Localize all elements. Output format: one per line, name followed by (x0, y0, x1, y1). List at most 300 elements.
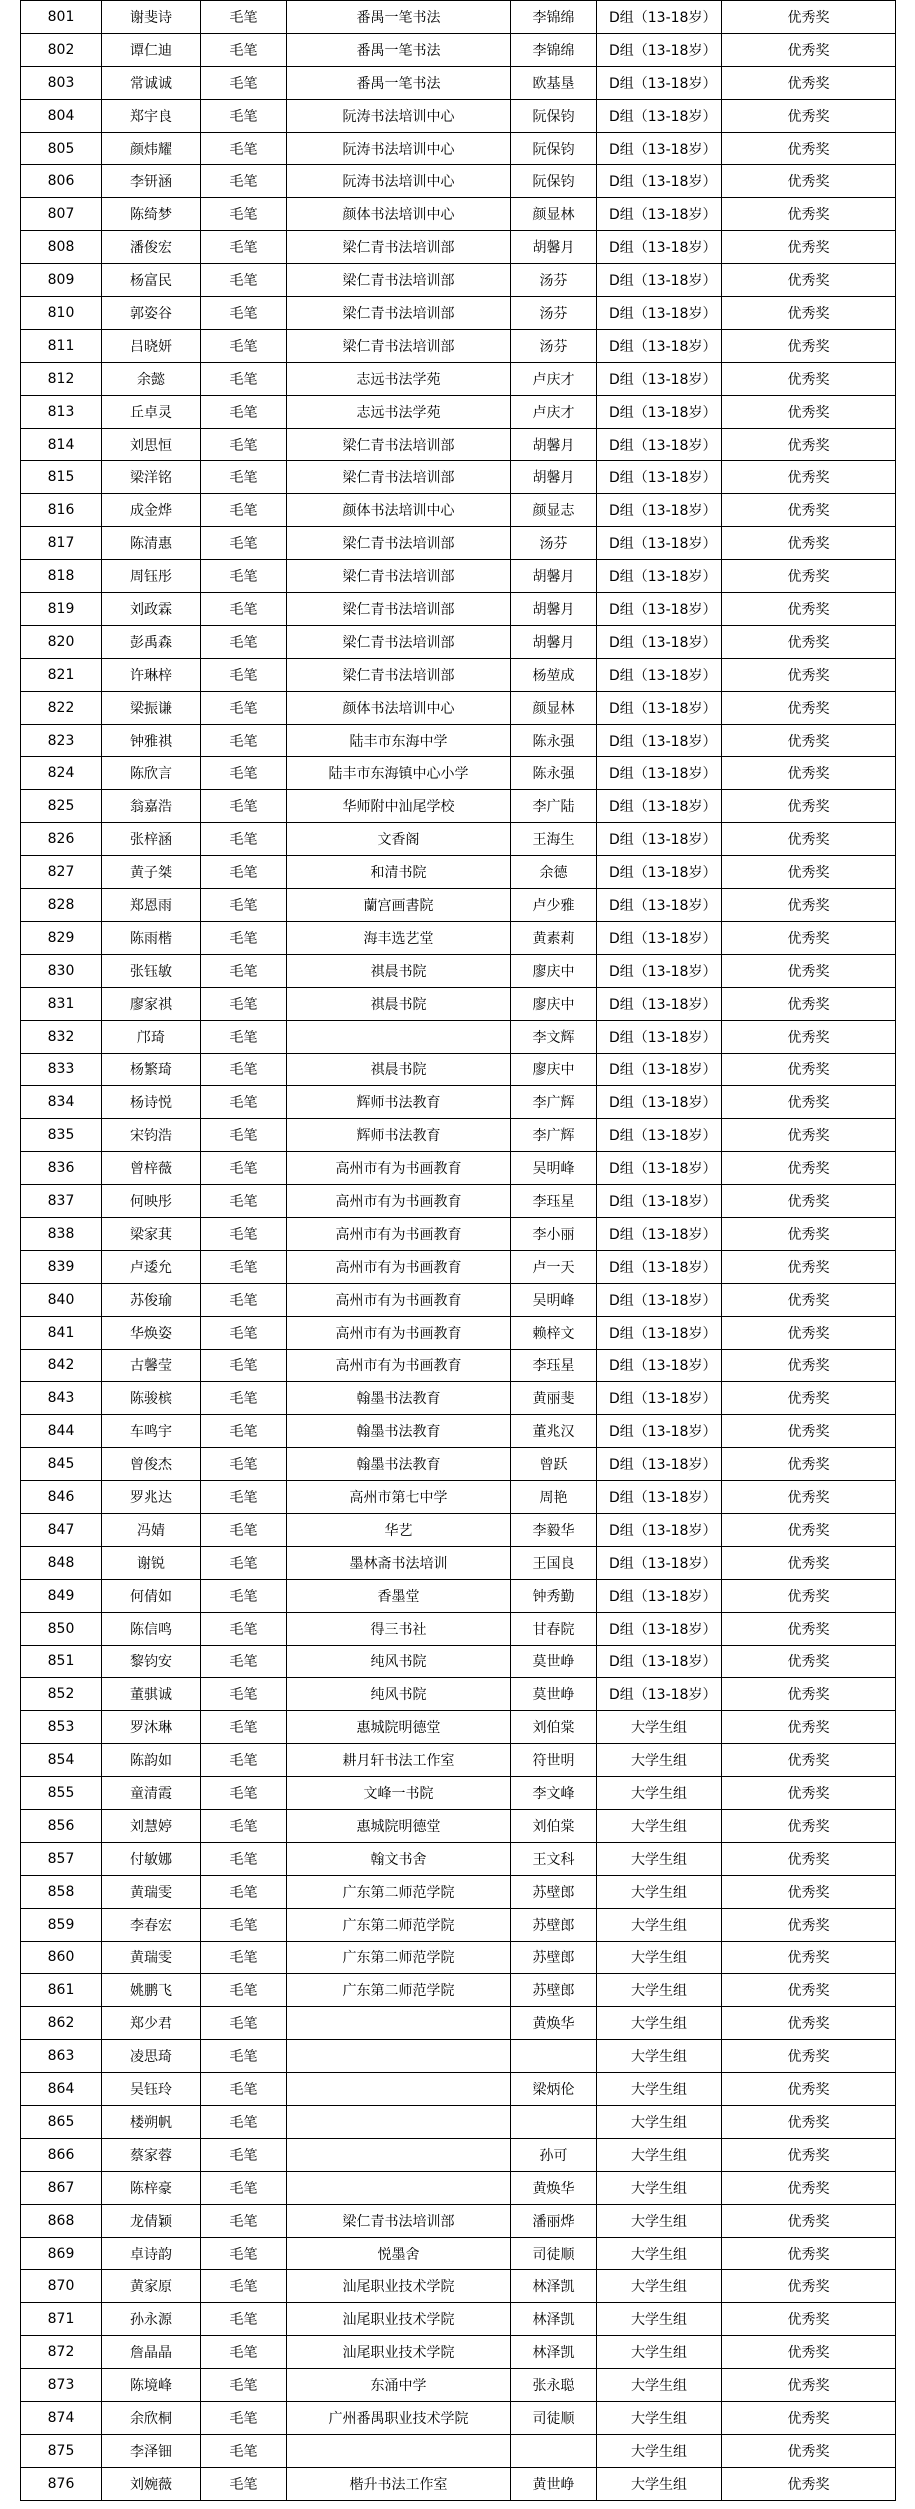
category-cell: 毛笔 (201, 1513, 287, 1546)
number-cell: 858 (21, 1875, 102, 1908)
category-cell: 毛笔 (201, 1, 287, 34)
institution-cell: 纯风书院 (287, 1645, 511, 1678)
number-cell: 855 (21, 1777, 102, 1810)
table-row (21, 2402, 896, 2435)
table-row (21, 2007, 896, 2040)
teacher-cell: 曾跃 (511, 1448, 597, 1481)
table-row (21, 2073, 896, 2106)
number-cell: 806 (21, 165, 102, 198)
table-row (21, 823, 896, 856)
group-cell: D组（13-18岁） (597, 66, 722, 99)
number-cell: 827 (21, 856, 102, 889)
teacher-cell: 王海生 (511, 823, 597, 856)
number-cell: 836 (21, 1152, 102, 1185)
name-cell: 陈清惠 (102, 527, 201, 560)
category-cell: 毛笔 (201, 2336, 287, 2369)
name-cell: 许琳梓 (102, 658, 201, 691)
name-cell: 杨诗悦 (102, 1086, 201, 1119)
institution-cell: 阮涛书法培训中心 (287, 165, 511, 198)
institution-cell: 梁仁青书法培训部 (287, 264, 511, 297)
category-cell: 毛笔 (201, 889, 287, 922)
award-cell: 优秀奖 (722, 165, 896, 198)
number-cell: 808 (21, 231, 102, 264)
award-cell: 优秀奖 (722, 1, 896, 34)
teacher-cell: 张永聪 (511, 2369, 597, 2402)
institution-cell: 辉师书法教育 (287, 1119, 511, 1152)
teacher-cell: 黄焕华 (511, 2007, 597, 2040)
table-row (21, 494, 896, 527)
institution-cell: 悦墨舍 (287, 2237, 511, 2270)
group-cell: 大学生组 (597, 1744, 722, 1777)
number-cell: 870 (21, 2270, 102, 2303)
teacher-cell: 李毅华 (511, 1513, 597, 1546)
category-cell: 毛笔 (201, 1448, 287, 1481)
name-cell: 孙永源 (102, 2303, 201, 2336)
teacher-cell: 胡馨月 (511, 625, 597, 658)
table-row (21, 2336, 896, 2369)
category-cell: 毛笔 (201, 395, 287, 428)
table-row (21, 1974, 896, 2007)
number-cell: 821 (21, 658, 102, 691)
institution-cell: 番禺一笔书法 (287, 66, 511, 99)
teacher-cell: 汤芬 (511, 264, 597, 297)
name-cell: 常诚诚 (102, 66, 201, 99)
group-cell: D组（13-18岁） (597, 1283, 722, 1316)
award-cell: 优秀奖 (722, 1744, 896, 1777)
number-cell: 807 (21, 198, 102, 231)
teacher-cell: 廖庆中 (511, 1053, 597, 1086)
number-cell: 846 (21, 1481, 102, 1514)
name-cell: 谢斐诗 (102, 1, 201, 34)
award-cell: 优秀奖 (722, 1612, 896, 1645)
group-cell: D组（13-18岁） (597, 428, 722, 461)
group-cell: 大学生组 (597, 2171, 722, 2204)
institution-cell: 阮涛书法培训中心 (287, 132, 511, 165)
category-cell: 毛笔 (201, 2369, 287, 2402)
group-cell: D组（13-18岁） (597, 724, 722, 757)
number-cell: 833 (21, 1053, 102, 1086)
name-cell: 刘政霖 (102, 593, 201, 626)
award-cell: 优秀奖 (722, 2336, 896, 2369)
name-cell: 罗沐琳 (102, 1711, 201, 1744)
award-cell: 优秀奖 (722, 1579, 896, 1612)
group-cell: D组（13-18岁） (597, 1645, 722, 1678)
award-cell: 优秀奖 (722, 2369, 896, 2402)
name-cell: 张梓涵 (102, 823, 201, 856)
teacher-cell: 吴明峰 (511, 1152, 597, 1185)
institution-cell: 文香阁 (287, 823, 511, 856)
number-cell: 869 (21, 2237, 102, 2270)
table-row (21, 1645, 896, 1678)
group-cell: 大学生组 (597, 2434, 722, 2467)
teacher-cell: 司徒顺 (511, 2237, 597, 2270)
institution-cell (287, 2073, 511, 2106)
institution-cell: 纯风书院 (287, 1678, 511, 1711)
name-cell: 龙倩颖 (102, 2204, 201, 2237)
name-cell: 郑宇良 (102, 99, 201, 132)
institution-cell (287, 2106, 511, 2139)
number-cell: 866 (21, 2138, 102, 2171)
name-cell: 张钰敏 (102, 954, 201, 987)
teacher-cell: 阮保钧 (511, 132, 597, 165)
group-cell: D组（13-18岁） (597, 1612, 722, 1645)
name-cell: 郑恩雨 (102, 889, 201, 922)
number-cell: 801 (21, 1, 102, 34)
group-cell: D组（13-18岁） (597, 1448, 722, 1481)
category-cell: 毛笔 (201, 724, 287, 757)
teacher-cell: 董兆汉 (511, 1415, 597, 1448)
number-cell: 842 (21, 1349, 102, 1382)
group-cell: D组（13-18岁） (597, 1382, 722, 1415)
number-cell: 820 (21, 625, 102, 658)
teacher-cell: 李文峰 (511, 1777, 597, 1810)
category-cell: 毛笔 (201, 165, 287, 198)
category-cell: 毛笔 (201, 1217, 287, 1250)
table-row (21, 1250, 896, 1283)
teacher-cell: 苏壁郎 (511, 1974, 597, 2007)
table-row (21, 1513, 896, 1546)
award-cell: 优秀奖 (722, 2073, 896, 2106)
table-row (21, 231, 896, 264)
category-cell: 毛笔 (201, 1875, 287, 1908)
name-cell: 钟雅祺 (102, 724, 201, 757)
category-cell: 毛笔 (201, 1152, 287, 1185)
table-row (21, 1842, 896, 1875)
name-cell: 颜炜耀 (102, 132, 201, 165)
group-cell: D组（13-18岁） (597, 1119, 722, 1152)
number-cell: 854 (21, 1744, 102, 1777)
teacher-cell: 李小丽 (511, 1217, 597, 1250)
group-cell: D组（13-18岁） (597, 264, 722, 297)
number-cell: 810 (21, 297, 102, 330)
teacher-cell: 胡馨月 (511, 461, 597, 494)
institution-cell (287, 1020, 511, 1053)
name-cell: 陈绮梦 (102, 198, 201, 231)
name-cell: 姚鹏飞 (102, 1974, 201, 2007)
group-cell: 大学生组 (597, 1974, 722, 2007)
table-row (21, 625, 896, 658)
teacher-cell: 杨堃成 (511, 658, 597, 691)
group-cell: 大学生组 (597, 2369, 722, 2402)
award-cell: 优秀奖 (722, 1711, 896, 1744)
teacher-cell: 林泽凯 (511, 2303, 597, 2336)
group-cell: D组（13-18岁） (597, 1678, 722, 1711)
institution-cell: 志远书法学苑 (287, 395, 511, 428)
institution-cell: 梁仁青书法培训部 (287, 428, 511, 461)
group-cell: D组（13-18岁） (597, 954, 722, 987)
table-row (21, 593, 896, 626)
group-cell: D组（13-18岁） (597, 297, 722, 330)
award-cell: 优秀奖 (722, 1283, 896, 1316)
table-row (21, 33, 896, 66)
name-cell: 吴钰玲 (102, 2073, 201, 2106)
name-cell: 谢锐 (102, 1546, 201, 1579)
group-cell: D组（13-18岁） (597, 1185, 722, 1218)
award-cell: 优秀奖 (722, 297, 896, 330)
table-row (21, 1086, 896, 1119)
category-cell: 毛笔 (201, 2171, 287, 2204)
name-cell: 罗兆达 (102, 1481, 201, 1514)
category-cell: 毛笔 (201, 494, 287, 527)
number-cell: 851 (21, 1645, 102, 1678)
group-cell: D组（13-18岁） (597, 1086, 722, 1119)
group-cell: D组（13-18岁） (597, 658, 722, 691)
institution-cell: 梁仁青书法培训部 (287, 231, 511, 264)
name-cell: 曾梓薇 (102, 1152, 201, 1185)
award-cell: 优秀奖 (722, 1513, 896, 1546)
award-cell: 优秀奖 (722, 987, 896, 1020)
award-cell: 优秀奖 (722, 1152, 896, 1185)
number-cell: 873 (21, 2369, 102, 2402)
category-cell: 毛笔 (201, 921, 287, 954)
award-cell: 优秀奖 (722, 2303, 896, 2336)
number-cell: 840 (21, 1283, 102, 1316)
name-cell: 付敏娜 (102, 1842, 201, 1875)
table-row (21, 1448, 896, 1481)
award-cell: 优秀奖 (722, 2040, 896, 2073)
institution-cell: 广东第二师范学院 (287, 1875, 511, 1908)
award-cell: 优秀奖 (722, 856, 896, 889)
group-cell: D组（13-18岁） (597, 1250, 722, 1283)
award-cell: 优秀奖 (722, 99, 896, 132)
table-row (21, 921, 896, 954)
award-cell: 优秀奖 (722, 691, 896, 724)
award-cell: 优秀奖 (722, 395, 896, 428)
number-cell: 868 (21, 2204, 102, 2237)
number-cell: 816 (21, 494, 102, 527)
name-cell: 董骐诚 (102, 1678, 201, 1711)
teacher-cell: 陈永强 (511, 757, 597, 790)
award-cell: 优秀奖 (722, 1185, 896, 1218)
number-cell: 814 (21, 428, 102, 461)
group-cell: D组（13-18岁） (597, 395, 722, 428)
number-cell: 804 (21, 99, 102, 132)
institution-cell: 颜体书法培训中心 (287, 691, 511, 724)
institution-cell: 梁仁青书法培训部 (287, 658, 511, 691)
group-cell: 大学生组 (597, 2270, 722, 2303)
name-cell: 何倩如 (102, 1579, 201, 1612)
number-cell: 865 (21, 2106, 102, 2139)
teacher-cell: 卢庆才 (511, 362, 597, 395)
teacher-cell: 李广辉 (511, 1119, 597, 1152)
award-cell: 优秀奖 (722, 428, 896, 461)
name-cell: 黄子桀 (102, 856, 201, 889)
category-cell: 毛笔 (201, 362, 287, 395)
category-cell: 毛笔 (201, 2303, 287, 2336)
category-cell: 毛笔 (201, 1579, 287, 1612)
institution-cell: 高州市有为书画教育 (287, 1217, 511, 1250)
award-cell: 优秀奖 (722, 1448, 896, 1481)
teacher-cell: 王国良 (511, 1546, 597, 1579)
table-row (21, 329, 896, 362)
name-cell: 梁振谦 (102, 691, 201, 724)
institution-cell: 高州市有为书画教育 (287, 1152, 511, 1185)
group-cell: D组（13-18岁） (597, 1020, 722, 1053)
number-cell: 863 (21, 2040, 102, 2073)
table-row (21, 99, 896, 132)
teacher-cell: 胡馨月 (511, 428, 597, 461)
name-cell: 李春宏 (102, 1908, 201, 1941)
category-cell: 毛笔 (201, 658, 287, 691)
institution-cell: 番禺一笔书法 (287, 33, 511, 66)
category-cell: 毛笔 (201, 2138, 287, 2171)
number-cell: 861 (21, 1974, 102, 2007)
group-cell: 大学生组 (597, 1842, 722, 1875)
institution-cell: 番禺一笔书法 (287, 1, 511, 34)
teacher-cell: 孙可 (511, 2138, 597, 2171)
table-row (21, 1, 896, 34)
teacher-cell: 李广辉 (511, 1086, 597, 1119)
category-cell: 毛笔 (201, 1415, 287, 1448)
name-cell: 邝琦 (102, 1020, 201, 1053)
group-cell: 大学生组 (597, 2303, 722, 2336)
teacher-cell: 刘伯棠 (511, 1809, 597, 1842)
award-cell: 优秀奖 (722, 1645, 896, 1678)
category-cell: 毛笔 (201, 2007, 287, 2040)
award-cell: 优秀奖 (722, 527, 896, 560)
group-cell: D组（13-18岁） (597, 560, 722, 593)
teacher-cell: 胡馨月 (511, 560, 597, 593)
award-cell: 优秀奖 (722, 757, 896, 790)
name-cell: 成金烨 (102, 494, 201, 527)
institution-cell: 梁仁青书法培训部 (287, 625, 511, 658)
institution-cell: 翰墨书法教育 (287, 1448, 511, 1481)
award-cell: 优秀奖 (722, 1974, 896, 2007)
group-cell: D组（13-18岁） (597, 198, 722, 231)
number-cell: 809 (21, 264, 102, 297)
table-row (21, 1020, 896, 1053)
category-cell: 毛笔 (201, 691, 287, 724)
award-cell: 优秀奖 (722, 724, 896, 757)
institution-cell (287, 2434, 511, 2467)
number-cell: 813 (21, 395, 102, 428)
category-cell: 毛笔 (201, 1119, 287, 1152)
institution-cell: 高州市有为书画教育 (287, 1349, 511, 1382)
table-row (21, 264, 896, 297)
institution-cell: 高州市有为书画教育 (287, 1250, 511, 1283)
category-cell: 毛笔 (201, 1481, 287, 1514)
category-cell: 毛笔 (201, 1842, 287, 1875)
award-cell: 优秀奖 (722, 1842, 896, 1875)
name-cell: 蔡家蓉 (102, 2138, 201, 2171)
number-cell: 805 (21, 132, 102, 165)
table-row (21, 1908, 896, 1941)
teacher-cell: 卢少雅 (511, 889, 597, 922)
awards-table (20, 0, 896, 2501)
category-cell: 毛笔 (201, 1744, 287, 1777)
category-cell: 毛笔 (201, 1777, 287, 1810)
group-cell: 大学生组 (597, 2204, 722, 2237)
award-cell: 优秀奖 (722, 1250, 896, 1283)
group-cell: 大学生组 (597, 2402, 722, 2435)
institution-cell: 志远书法学苑 (287, 362, 511, 395)
institution-cell: 梁仁青书法培训部 (287, 560, 511, 593)
name-cell: 陈骏槟 (102, 1382, 201, 1415)
table-row (21, 790, 896, 823)
number-cell: 841 (21, 1316, 102, 1349)
award-cell: 优秀奖 (722, 362, 896, 395)
group-cell: 大学生组 (597, 1908, 722, 1941)
teacher-cell: 苏壁郎 (511, 1908, 597, 1941)
category-cell: 毛笔 (201, 1250, 287, 1283)
name-cell: 余欣桐 (102, 2402, 201, 2435)
table-row (21, 1415, 896, 1448)
teacher-cell: 颜显林 (511, 198, 597, 231)
institution-cell: 汕尾职业技术学院 (287, 2303, 511, 2336)
teacher-cell: 阮保钧 (511, 99, 597, 132)
table-row (21, 66, 896, 99)
name-cell: 凌思琦 (102, 2040, 201, 2073)
name-cell: 陈欣言 (102, 757, 201, 790)
table-row (21, 1316, 896, 1349)
table-row (21, 1875, 896, 1908)
category-cell: 毛笔 (201, 2040, 287, 2073)
number-cell: 845 (21, 1448, 102, 1481)
group-cell: D组（13-18岁） (597, 1349, 722, 1382)
name-cell: 陈境峰 (102, 2369, 201, 2402)
category-cell: 毛笔 (201, 2237, 287, 2270)
category-cell: 毛笔 (201, 1612, 287, 1645)
teacher-cell: 苏壁郎 (511, 1875, 597, 1908)
table-row (21, 395, 896, 428)
teacher-cell: 莫世峥 (511, 1678, 597, 1711)
institution-cell: 翰文书舍 (287, 1842, 511, 1875)
institution-cell: 翰墨书法教育 (287, 1415, 511, 1448)
group-cell: 大学生组 (597, 2007, 722, 2040)
category-cell: 毛笔 (201, 757, 287, 790)
category-cell: 毛笔 (201, 1546, 287, 1579)
teacher-cell: 黄丽斐 (511, 1382, 597, 1415)
table-row (21, 1744, 896, 1777)
teacher-cell: 林泽凯 (511, 2270, 597, 2303)
table-row (21, 2237, 896, 2270)
table-row (21, 2106, 896, 2139)
institution-cell: 广州番禺职业技术学院 (287, 2402, 511, 2435)
table-row (21, 1777, 896, 1810)
group-cell: D组（13-18岁） (597, 757, 722, 790)
number-cell: 876 (21, 2467, 102, 2500)
category-cell: 毛笔 (201, 1283, 287, 1316)
teacher-cell: 卢一天 (511, 1250, 597, 1283)
institution-cell: 华师附中汕尾学校 (287, 790, 511, 823)
award-cell: 优秀奖 (722, 823, 896, 856)
award-cell: 优秀奖 (722, 1415, 896, 1448)
table-row (21, 1217, 896, 1250)
award-cell: 优秀奖 (722, 1349, 896, 1382)
name-cell: 冯婧 (102, 1513, 201, 1546)
name-cell: 古馨莹 (102, 1349, 201, 1382)
group-cell: 大学生组 (597, 2138, 722, 2171)
group-cell: D组（13-18岁） (597, 231, 722, 264)
category-cell: 毛笔 (201, 2204, 287, 2237)
table-row (21, 2171, 896, 2204)
award-cell: 优秀奖 (722, 658, 896, 691)
group-cell: D组（13-18岁） (597, 987, 722, 1020)
name-cell: 杨繁琦 (102, 1053, 201, 1086)
teacher-cell: 王文科 (511, 1842, 597, 1875)
number-cell: 831 (21, 987, 102, 1020)
table-row (21, 2204, 896, 2237)
teacher-cell: 颜显林 (511, 691, 597, 724)
number-cell: 860 (21, 1941, 102, 1974)
institution-cell: 蘭宫画書院 (287, 889, 511, 922)
number-cell: 838 (21, 1217, 102, 1250)
award-cell: 优秀奖 (722, 1053, 896, 1086)
table-row (21, 1678, 896, 1711)
name-cell: 刘慧婷 (102, 1809, 201, 1842)
name-cell: 宋钧浩 (102, 1119, 201, 1152)
award-cell: 优秀奖 (722, 494, 896, 527)
